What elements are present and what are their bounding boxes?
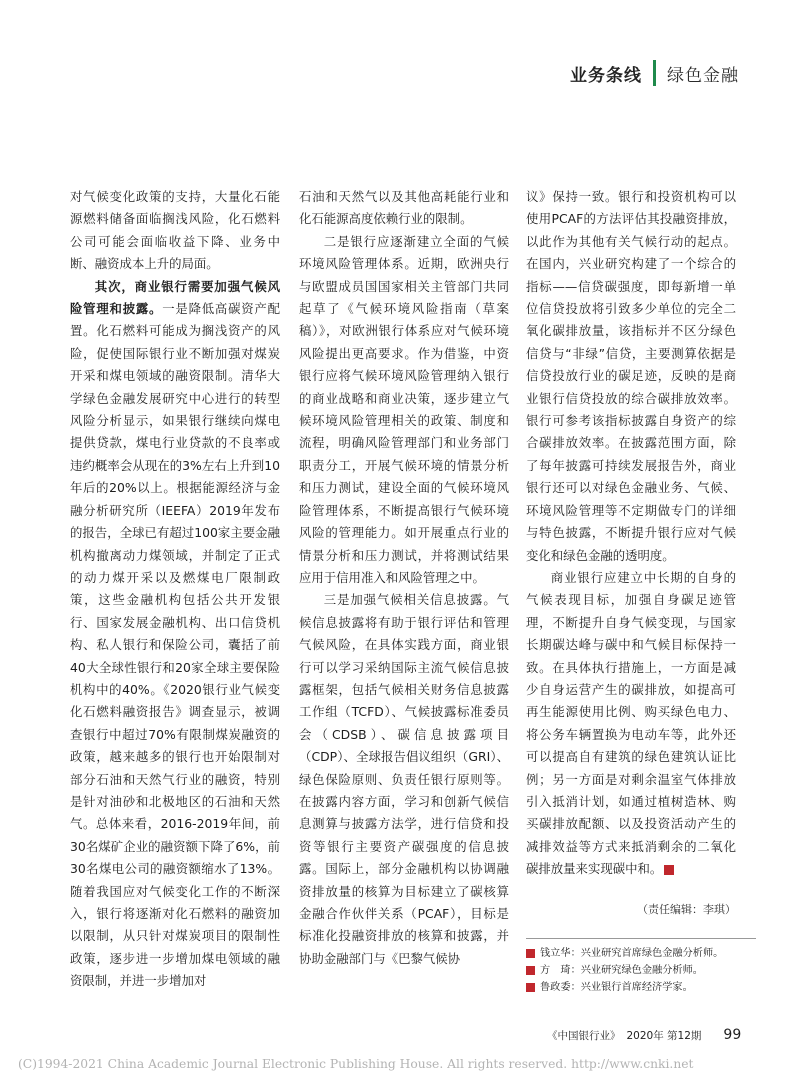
section-title: 业务条线 xyxy=(570,65,642,86)
author-name: 鲁政委 xyxy=(540,982,571,993)
author-sep: ： xyxy=(570,965,581,976)
section-header xyxy=(570,60,739,86)
author-title: 兴业银行首席经济学家。 xyxy=(580,982,693,993)
page-footer xyxy=(547,1027,741,1043)
author-marker-icon xyxy=(526,966,535,975)
author-sep: ： xyxy=(570,982,581,993)
paragraph: 三是加强气候相关信息披露。气候信息披露将有助于银行评估和管理气候风险，在具体实践方面，商业银行可以学习采纳国际主流气候信息披露框架，包括气候相关财务信息披露工作组（TCFD）、气候披露标准委员会（CDSB）、碳信息披露项目（CDP）、全球报告倡议组织（GRI）、绿色保险原则、负责任银行原则等。在披露内容方面，学习和创新气候信息测算与披露方法学，进行信贷和投资等银行主要资产碳强度的信息披露。国际上，部分金融机构以协调融资排放量的核算为目标建立了碳核算金融合作伙伴关系（PCAF），目标是标准化投融资排放的核算和披露，并协助金融部门与《巴黎气候协 xyxy=(299,592,509,966)
article-column-1 xyxy=(70,186,280,993)
paragraph-lead: 其次，商业银行需要加强气候风险管理和披露。 xyxy=(70,278,280,317)
author-title: 兴业研究首席绿色金融分析师。 xyxy=(580,948,724,959)
author-note xyxy=(526,945,756,962)
author-marker-icon xyxy=(526,949,535,958)
section-divider xyxy=(653,60,656,86)
paragraph xyxy=(526,567,736,881)
paragraph: 二是银行应逐渐建立全面的气候环境风险管理体系。近期，欧洲央行与欧盟成员国国家相关主管部门共同起草了《气候环境风险指南（草案稿）》，对欧洲银行体系应对气候环境风险提出更高要求。作为借鉴，中资银行应将气候环境风险管理纳入银行的商业战略和商业决策，逐步建立气候环境风险管理相关的政策、制度和流程，明确风险管理部门和业务部门职责分工，开展气候环境的情景分析和压力测试，建设全面的气候环境风险管理体系，不断提高银行气候环境风险的管理能力。如开展重点行业的情景分析和压力测试，并将测试结果应用于信用准入和风险管理之中。 xyxy=(299,233,509,585)
author-title: 兴业研究绿色金融分析师。 xyxy=(580,965,703,976)
publication-name: 《中国银行业》 xyxy=(547,1030,621,1042)
paragraph: 议》保持一致。银行和投资机构可以使用PCAF的方法评估其投融资排放，以此作为其他有关气候行动的起点。在国内，兴业研究构建了一个综合的指标——信贷碳强度，即每新增一单位信贷投放将引致多少单位的完全二氧化碳排放量，该指标并不区分绿色信贷与“非绿”信贷，主要测算依据是信贷投放行业的碳足迹，反映的是商业银行信贷投放的综合碳排放效率。银行可参考该指标披露自身资产的综合碳排放效率。在披露范围方面，除了每年披露可持续发展报告外，商业银行还可以对绿色金融业务、气候、环境风险管理等不定期做专门的详细与特色披露，不断提升银行应对气候变化和绿色金融的透明度。 xyxy=(526,189,736,563)
paragraph: 石油和天然气以及其他高耗能行业和化石能源高度依赖行业的限制。 xyxy=(299,189,509,227)
paragraph-body: 一是降低高碳资产配置。化石燃料可能成为搁浅资产的风险，促使国际银行业不断加强对煤炭开采和煤电领域的融资限制。清华大学绿色金融发展研究中心进行的转型风险分析显示，如果银行继续向煤电提供贷款，煤电行业贷款的不良率或违约概率会从现在的3%左右上升到10年后的20%以上。根据能源经济与金融分析研究所（IEEFA）2019年发布的报告，全球已有超过100家主要金融机构撤离动力煤领域，并制定了正式的动力煤开采以及燃煤电厂限制政策，这些金融机构包括公共开发银行、国家发展金融机构、出口信贷机构、私人银行和保险公司，囊括了前40大全球性银行和20家全球主要保险机构中的40%。《2020银行业气候变化石燃料融资报告》调查显示，被调查银行中超过70%有限制煤炭融资的政策，越来越多的银行也开始限制对部分石油和天然气行业的融资，特别是针对油砂和北极地区的石油和天然气。总体来看，2016-2019年间，前30名煤矿企业的融资额下降了6%，前30名煤电公司的融资额缩水了13%。随着我国应对气候变化工作的不断深入，银行将逐渐对化石燃料的融资加以限制，从只针对煤炭项目的限制性政策，逐步进一步增加煤电领域的融资限制，并进一步增加对 xyxy=(70,301,281,989)
copyright-watermark: (C)1994-2021 China Academic Journal Electronic Publishing House. All rights reserved. http://www.cnki.net xyxy=(18,1057,694,1071)
end-mark-icon xyxy=(664,865,674,875)
article-column-2 xyxy=(299,186,509,970)
paragraph: 对气候变化政策的支持，大量化石能源燃料储备面临搁浅风险，化石燃料公司可能会面临收益下降、业务中断、融资成本上升的局面。 xyxy=(70,189,280,272)
author-sep: ： xyxy=(570,948,581,959)
author-note xyxy=(526,979,756,996)
editor-credit: （责任编辑：李琪） xyxy=(637,903,736,916)
author-notes xyxy=(526,938,756,996)
issue-info: 2020年 第12期 xyxy=(626,1030,702,1042)
author-note xyxy=(526,962,756,979)
section-subtitle: 绿色金融 xyxy=(667,65,739,86)
paragraph xyxy=(70,276,280,993)
author-name: 方 琦 xyxy=(540,965,571,976)
article-column-3 xyxy=(526,186,736,881)
author-name: 钱立华 xyxy=(540,948,571,959)
page-number: 99 xyxy=(723,1027,742,1043)
author-marker-icon xyxy=(526,983,535,992)
paragraph-body: 商业银行应建立中长期的自身的气候表现目标，加强自身碳足迹管理，不断提升自身气候变现，与国家长期碳达峰与碳中和气候目标保持一致。在具体执行措施上，一方面是减少自身运营产生的碳排放，如提高可再生能源使用比例、购买绿色电力、将公务车辆置换为电动车等，此外还可以提高自有建筑的绿色建筑认证比例；另一方面是对剩余温室气体排放引入抵消计划，如通过植树造林、购买碳排放配额、以及投资活动产生的减排效益等方式来抵消剩余的二氧化碳排放量来实现碳中和。 xyxy=(526,569,736,877)
